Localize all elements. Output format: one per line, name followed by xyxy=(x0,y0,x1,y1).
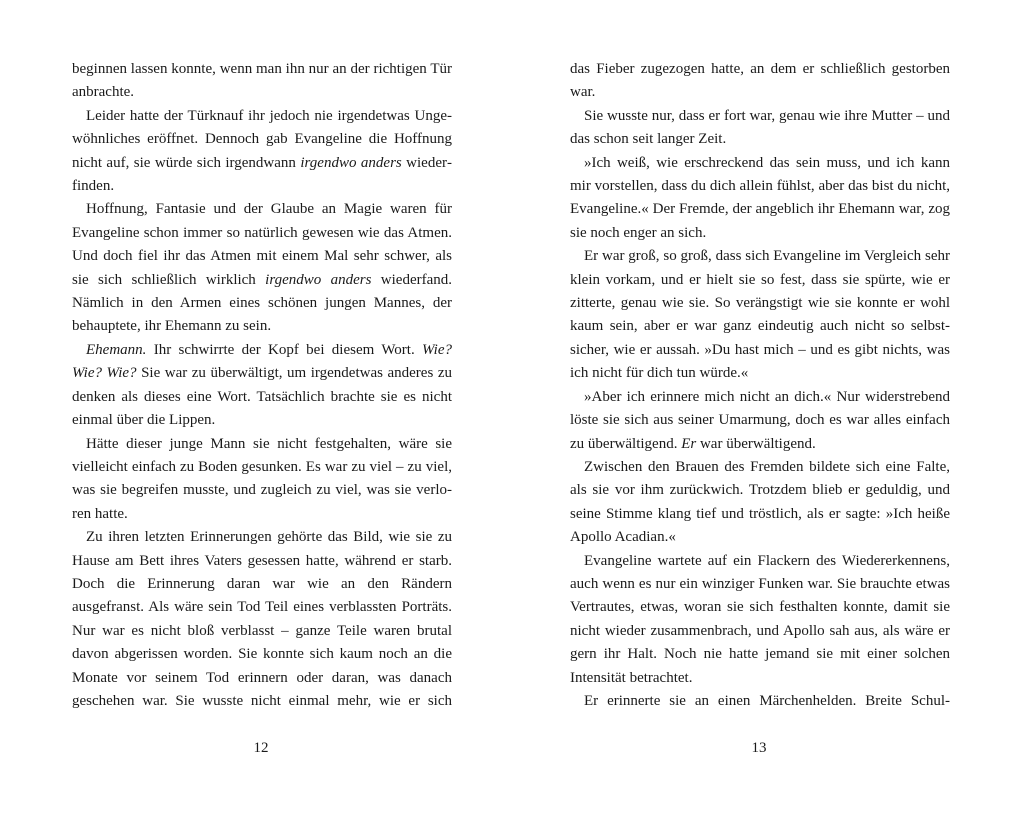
text-run: war überwältigend. xyxy=(696,435,816,452)
text-run: Leider hatte der Türknauf ihr jedoch nie irgendetwas Ungewöhnliches eröffnet. Dennoch gab Evangeline die Hoffnung nicht auf, sie würde sich irgendwann xyxy=(72,107,452,171)
right-page-text xyxy=(570,58,950,713)
paragraph xyxy=(570,690,950,713)
page-number-left: 12 xyxy=(253,740,269,756)
paragraph xyxy=(570,550,950,690)
text-run: Hoffnung, Fantasie und der Glaube an Magie waren für Evangeline schon immer so natürlich gewesen wie das Atmen. Und doch fiel ihr das Atmen mit einem Mal sehr schwer, als sie sich schließlich wirklich xyxy=(72,201,452,288)
left-page-text xyxy=(72,58,452,713)
text-run: Sie war zu überwältigt, um irgendetwas anderes zu denken als dieses eine Wort. Tatsächlich brachte sie es nicht einmal über die Lippen. xyxy=(72,365,452,429)
paragraph xyxy=(72,198,452,338)
paragraph xyxy=(570,386,950,456)
text-run: beginnen lassen konnte, wenn man ihn nur an der richtigen Tür anbrachte. xyxy=(72,61,452,101)
paragraph xyxy=(72,433,452,527)
paragraph xyxy=(570,245,950,385)
italic-text: irgendwo anders xyxy=(300,154,402,171)
text-run: wiederfand. Nämlich in den Armen eines schönen jungen Mannes, der behauptete, ihr Ehemann zu sein. xyxy=(72,271,453,335)
italic-text: Ehemann. xyxy=(86,341,147,358)
paragraph xyxy=(570,152,950,246)
text-run: Hätte dieser junge Mann sie nicht festgehalten, wäre sie vielleicht einfach zu Boden gesunken. Es war zu viel – zu viel, was sie begreifen musste, und zugleich zu viel, was sie verloren hatte. xyxy=(72,435,452,522)
italic-text: Er xyxy=(681,435,697,452)
text-run: Er war groß, so groß, dass sich Evangeline im Vergleich sehr klein vorkam, und er hielt sie so fest, dass sie spürte, wie er zitterte, genau wie sie. So verängstigt wie sie konnte er wohl kaum sein, aber er war ganz eindeutig auch nicht so selbstsicher, wie er aussah. »Du hast mich – und es gibt nichts, was ich nicht für dich tun würde.« xyxy=(570,248,950,382)
paragraph xyxy=(570,105,950,152)
paragraph xyxy=(570,456,950,550)
text-run: Er erinnerte sie an einen Märchenhelden. Breite Schul- xyxy=(584,692,950,709)
text-run: wiederfinden. xyxy=(72,154,452,195)
italic-text: Wie? Wie? Wie? xyxy=(72,341,452,382)
paragraph xyxy=(72,339,452,433)
left-page xyxy=(72,58,452,713)
right-page xyxy=(570,58,950,713)
page-number-right: 13 xyxy=(751,740,767,756)
text-run: Sie wusste nur, dass er fort war, genau wie ihre Mutter – und das schon seit langer Zeit. xyxy=(570,107,950,148)
italic-text: irgendwo anders xyxy=(265,271,372,288)
text-run: »Aber ich erinnere mich nicht an dich.« Nur widerstrebend löste sie sich aus seiner Umarmung, doch es war alles einfach zu überwältigend. xyxy=(570,388,950,452)
text-run: Zu ihren letzten Erinnerungen gehörte das Bild, wie sie zu Hause am Bett ihres Vaters gesessen hatte, während er starb. Doch die Erinnerung daran war wie an den Rändern ausgefranst. Als wäre sein Tod Teil eines verblassten Porträts. Nur war es nicht bloß verblasst – ganze Teile waren brutal davon abgerissen worden. Sie konnte sich kaum noch an die Monate vor seinem Tod erinnern oder daran, was danach geschehen war. Sie wusste nicht einmal mehr, wie er sich xyxy=(72,529,452,709)
text-run: das Fieber zugezogen hatte, an dem er schließlich gestorben war. xyxy=(570,61,950,101)
paragraph xyxy=(72,526,452,713)
paragraph xyxy=(72,58,452,105)
paragraph xyxy=(72,105,452,199)
paragraph xyxy=(570,58,950,105)
text-run: Evangeline wartete auf ein Flackern des Wiedererkennens, auch wenn es nur ein winziger Funken war. Sie brauchte etwas Vertrautes, etwas, woran sie sich festhalten konnte, damit sie nicht wieder zusammenbrach, und Apollo sah aus, als wäre er gern ihr Halt. Noch nie hatte jemand sie mit einer solchen Intensität betrachtet. xyxy=(570,552,950,686)
text-run: Ihr schwirrte der Kopf bei diesem Wort. xyxy=(146,341,422,358)
text-run: Zwischen den Brauen des Fremden bildete sich eine Falte, als sie vor ihm zurückwich. Trotzdem blieb er geduldig, und seine Stimme klang tief und tröstlich, als er sagte: »Ich heiße Apollo Acadian.« xyxy=(570,458,950,546)
text-run: »Ich weiß, wie erschreckend das sein muss, und ich kann mir vorstellen, dass du dich allein fühlst, aber das bist du nicht, Evangeline.« Der Fremde, der angeblich ihr Ehemann war, zog sie noch enger an sich. xyxy=(570,154,950,241)
